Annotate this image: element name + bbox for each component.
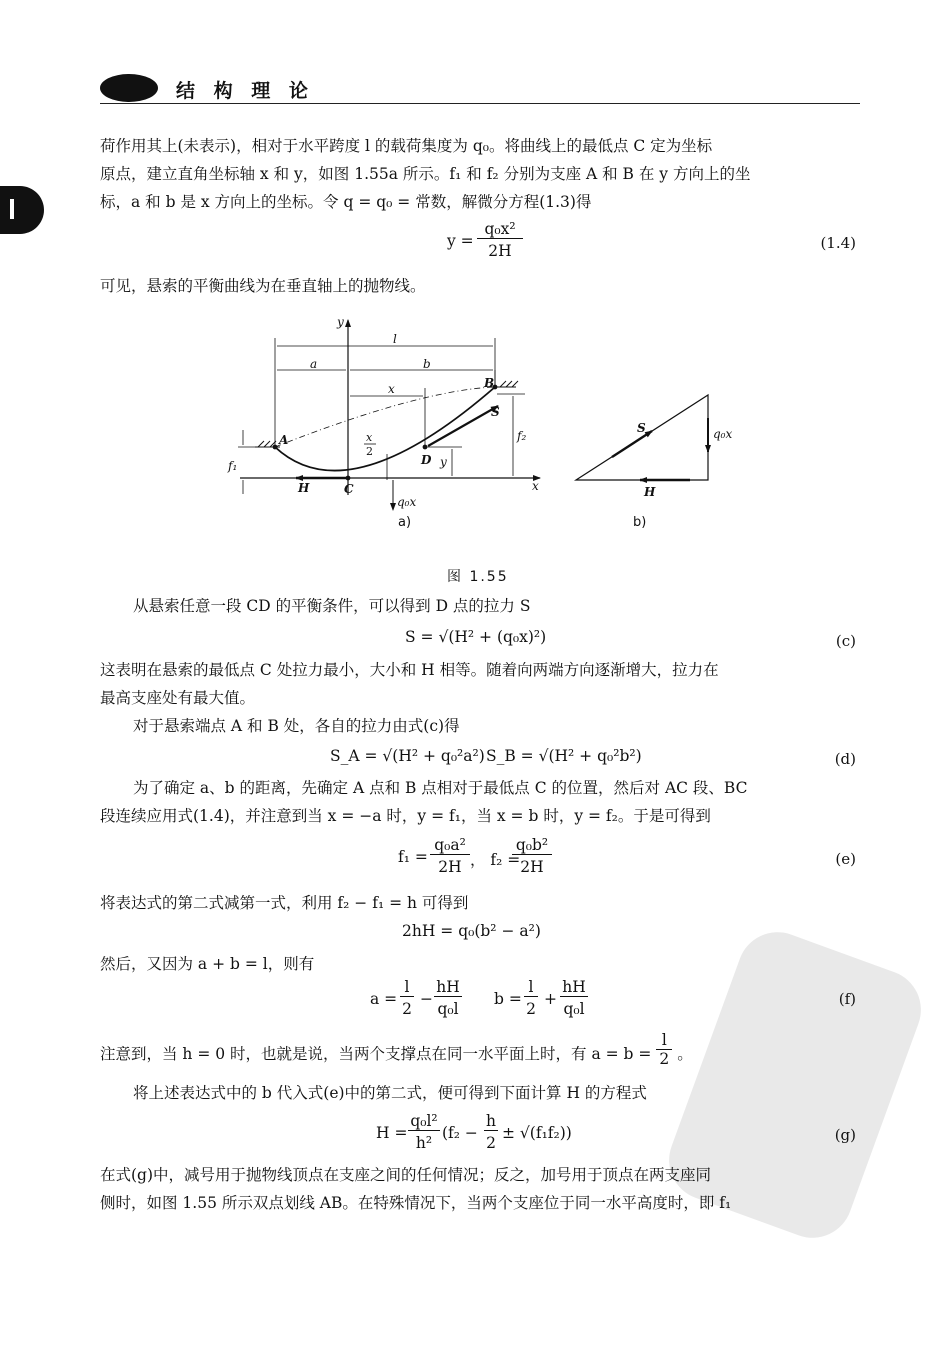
paragraph-line: 对于悬索端点 A 和 B 处，各自的拉力由式(c)得 [133, 717, 460, 735]
eq-f-h-den: q₀l [437, 1000, 459, 1018]
eq-lhs: y = [447, 232, 474, 250]
eq-f-l-num: l [400, 978, 414, 997]
paragraph-line: 可见，悬索的平衡曲线为在垂直轴上的抛物线。 [100, 277, 426, 295]
inline-fraction-den: 2 [659, 1050, 670, 1068]
subfigure-label-b: b) [633, 515, 647, 530]
paragraph-line: 荷作用其上(未表示)，相对于水平跨度 l 的载荷集度为 q₀。将曲线上的最低点 C 定为坐标 [100, 137, 713, 155]
paragraph-line: 这表明在悬索的最低点 C 处拉力最小，大小和 H 相等。随着向两端方向逐渐增大，拉力在 [100, 661, 719, 679]
eq-e-f1: f₁ = [398, 848, 428, 866]
equation-d-sb: S_B = √(H² + q₀²b²) [486, 747, 642, 765]
eq-g-lhs: H = [376, 1124, 408, 1142]
label-H-b: H [644, 485, 656, 499]
label-a: a [310, 357, 318, 371]
paragraph-text: 。 [677, 1045, 693, 1063]
eq-f-plus: + [544, 990, 557, 1008]
eq-g-h-den: 2 [486, 1134, 496, 1152]
eq-denominator: 2H [488, 242, 512, 260]
label-B: B [484, 376, 495, 390]
eq-g-body1: (f₂ − [442, 1124, 478, 1142]
point-d [423, 445, 428, 450]
eq-f-h-num: hH [560, 978, 588, 997]
paragraph-line: 然后，又因为 a + b = l，则有 [100, 955, 315, 973]
eq-f-h-num: hH [434, 978, 462, 997]
label-x-axis: x [532, 479, 539, 493]
equation-f [370, 978, 610, 1024]
eq-f-l-den: 2 [402, 1000, 412, 1018]
eq-f-minus: − [420, 990, 433, 1008]
chapter-tab [0, 186, 44, 234]
header-title: 结 构 理 论 [176, 80, 314, 102]
label-x-over-2-num: x [366, 431, 373, 444]
label-x-over-2-den: 2 [366, 445, 373, 458]
eq-f-a: a = [370, 990, 398, 1008]
equation-d-sa: S_A = √(H² + q₀²a²) [330, 747, 485, 765]
inline-fraction [656, 1031, 672, 1069]
equation-2hH: 2hH = q₀(b² − a²) [402, 922, 541, 940]
point-a [273, 445, 278, 450]
equation-number: (d) [834, 750, 856, 768]
paragraph-line: 原点，建立直角坐标轴 x 和 y，如图 1.55a 所示。f₁ 和 f₂ 分别为支座 A 和 B 在 y 方向上的坐 [100, 165, 751, 183]
chapter-tab-mark [10, 199, 14, 219]
label-y-small: y [440, 455, 447, 469]
eq-g-h-num: h [484, 1112, 498, 1131]
header-rule [100, 103, 860, 104]
eq-e-f2: ， f₂ = [470, 851, 521, 869]
cable-curve [275, 387, 495, 471]
eq-f-l-den: 2 [526, 1000, 536, 1018]
paragraph-line: 将表达式的第二式减第一式，利用 f₂ − f₁ = h 可得到 [100, 894, 469, 912]
equation-e [398, 836, 558, 882]
eq-e-f2-num: q₀b² [512, 836, 552, 855]
equation-number: (f) [838, 990, 856, 1008]
paragraph-line: 将上述表达式中的 b 代入式(e)中的第二式，便可得到下面计算 H 的方程式 [133, 1084, 647, 1102]
paragraph-line: 标，a 和 b 是 x 方向上的坐标。令 q = q₀ = 常数，解微分方程(1.3)得 [100, 193, 592, 211]
label-x-top: x [388, 382, 395, 396]
paragraph-text: 注意到，当 h = 0 时，也就是说，当两个支撑点在同一水平面上时，有 a = b = [100, 1045, 652, 1063]
label-A: A [279, 433, 289, 447]
label-S: S [491, 405, 500, 419]
equation-c: S = √(H² + (q₀x)²) [405, 628, 547, 646]
inline-fraction-num: l [656, 1031, 672, 1050]
figure-1-55 [0, 300, 952, 600]
eq-f-b: b = [494, 990, 522, 1008]
equation-number: (1.4) [820, 234, 856, 252]
equation-number: (e) [835, 850, 856, 868]
eq-e-f1-den: 2H [438, 858, 462, 876]
label-b: b [423, 357, 431, 371]
eq-f-l-num: l [524, 978, 538, 997]
label-q0x: q₀x [397, 495, 417, 509]
paragraph-line [100, 1031, 860, 1069]
paragraph-line: 为了确定 a、b 的距离，先确定 A 点和 B 点相对于最低点 C 的位置，然后对 AC 段、BC [133, 779, 748, 797]
label-H: H [298, 481, 310, 495]
label-q0x-b: q₀x [713, 427, 733, 441]
label-f2: f₂ [517, 429, 527, 443]
paragraph-line: 侧时，如图 1.55 所示双点划线 AB。在特殊情况下，当两个支座位于同一水平高度时，即 f₁ [100, 1194, 732, 1212]
label-y: y [337, 315, 344, 329]
subfigure-label-a: a) [398, 515, 412, 530]
point-c [346, 476, 351, 481]
eq-g-body2: ± √(f₁f₂)) [502, 1124, 572, 1142]
eq-e-f1-num: q₀a² [430, 836, 470, 855]
label-l: l [393, 332, 397, 346]
equation-g [376, 1112, 596, 1158]
paragraph-line: 在式(g)中，减号用于抛物线顶点在支座之间的任何情况；反之，加号用于顶点在两支座同 [100, 1166, 712, 1184]
eq-g-num: q₀l² [408, 1112, 440, 1131]
label-D: D [421, 453, 432, 467]
eq-f-h-den: q₀l [563, 1000, 585, 1018]
label-C: C [344, 482, 354, 496]
header-logo-oval [100, 74, 158, 102]
label-S-b: S [637, 421, 646, 435]
figure-caption: 图 1.55 [447, 569, 509, 585]
equation-number: (g) [834, 1126, 856, 1144]
paragraph-line: 段连续应用式(1.4)，并注意到当 x = −a 时，y = f₁，当 x = b 时，y = f₂。于是可得到 [100, 807, 711, 825]
eq-numerator: q₀x² [477, 220, 523, 239]
equation-number: (c) [835, 632, 856, 650]
eq-g-den: h² [415, 1134, 433, 1152]
paragraph-line: 最高支座处有最大值。 [100, 689, 256, 707]
label-f1: f₁ [228, 459, 238, 473]
eq-e-f2-den: 2H [520, 858, 544, 876]
force-s-arrow [428, 406, 498, 446]
paragraph-line: 从悬索任意一段 CD 的平衡条件，可以得到 D 点的拉力 S [133, 597, 531, 615]
